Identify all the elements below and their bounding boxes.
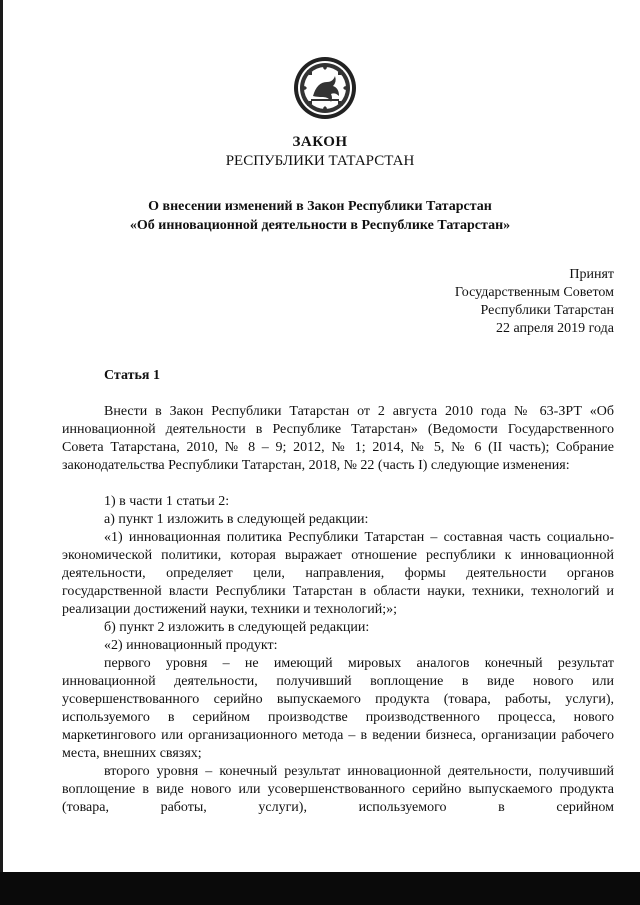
tatarstan-emblem-icon xyxy=(293,56,357,120)
paragraph: б) пункт 2 изложить в следующей редакции: xyxy=(104,620,370,635)
law-title: ЗАКОН xyxy=(292,134,348,150)
adopted-date: 22 апреля 2019 года xyxy=(496,321,614,336)
paragraph: 1) в части 1 статьи 2: xyxy=(104,494,230,509)
scan-bottom-edge xyxy=(0,872,640,905)
republic-title: РЕСПУБЛИКИ ТАТАРСТАН xyxy=(225,153,415,169)
paragraph: второго уровня – конечный результат инновационной деятельности, получивший воплощение в виде нового или усовершенствованного серийно выпускаемого продукта (товара, работы, услуги), используемого в серийном xyxy=(62,764,614,815)
law-subject-line-2: «Об инновационной деятельности в Республике Татарстан» xyxy=(129,218,511,233)
adopted-line: Принят xyxy=(569,267,614,282)
paragraph: «1) инновационная политика Республики Татарстан – составная часть социально-экономической политики, которая выражает отношение республики к инновационной деятельности, определяет цели, направления, формы деятельности органов государственной власти Республики Татарстан в области науки, техники, технологий и реализации достижений науки, техники и технологий;»; xyxy=(62,530,614,617)
paragraph: Внести в Закон Республики Татарстан от 2 августа 2010 года № 63-ЗРТ «Об инновационной деятельности в Республике Татарстан» (Ведомости Государственного Совета Татарстана, 2010, № 8 – 9; 2012, № 1; 2014, № 5, № 6 (II часть); Собрание законодательства Республики Татарстан, 2018, № 22 (часть I) следующие изменения: xyxy=(62,404,614,473)
paragraph: а) пункт 1 изложить в следующей редакции: xyxy=(104,512,369,527)
paragraph: первого уровня – не имеющий мировых аналогов конечный результат инновационной деятельности, получивший воплощение в виде нового или усовершенствованного серийно выпускаемого продукта (товара, работы, услуги), используемого в серийном производстве производственного процесса, нового маркетингового или организационного метода – в ведении бизнеса, организации рабочего места, внешних связях; xyxy=(62,656,614,761)
adopted-republic-line: Республики Татарстан xyxy=(480,303,614,318)
law-body xyxy=(62,403,614,817)
adopted-by-line: Государственным Советом xyxy=(454,285,614,300)
adoption-block xyxy=(455,266,614,338)
article-heading: Статья 1 xyxy=(104,368,160,383)
law-subject-line-1: О внесении изменений в Закон Республики Татарстан xyxy=(148,199,492,214)
paragraph: «2) инновационный продукт: xyxy=(104,638,278,653)
